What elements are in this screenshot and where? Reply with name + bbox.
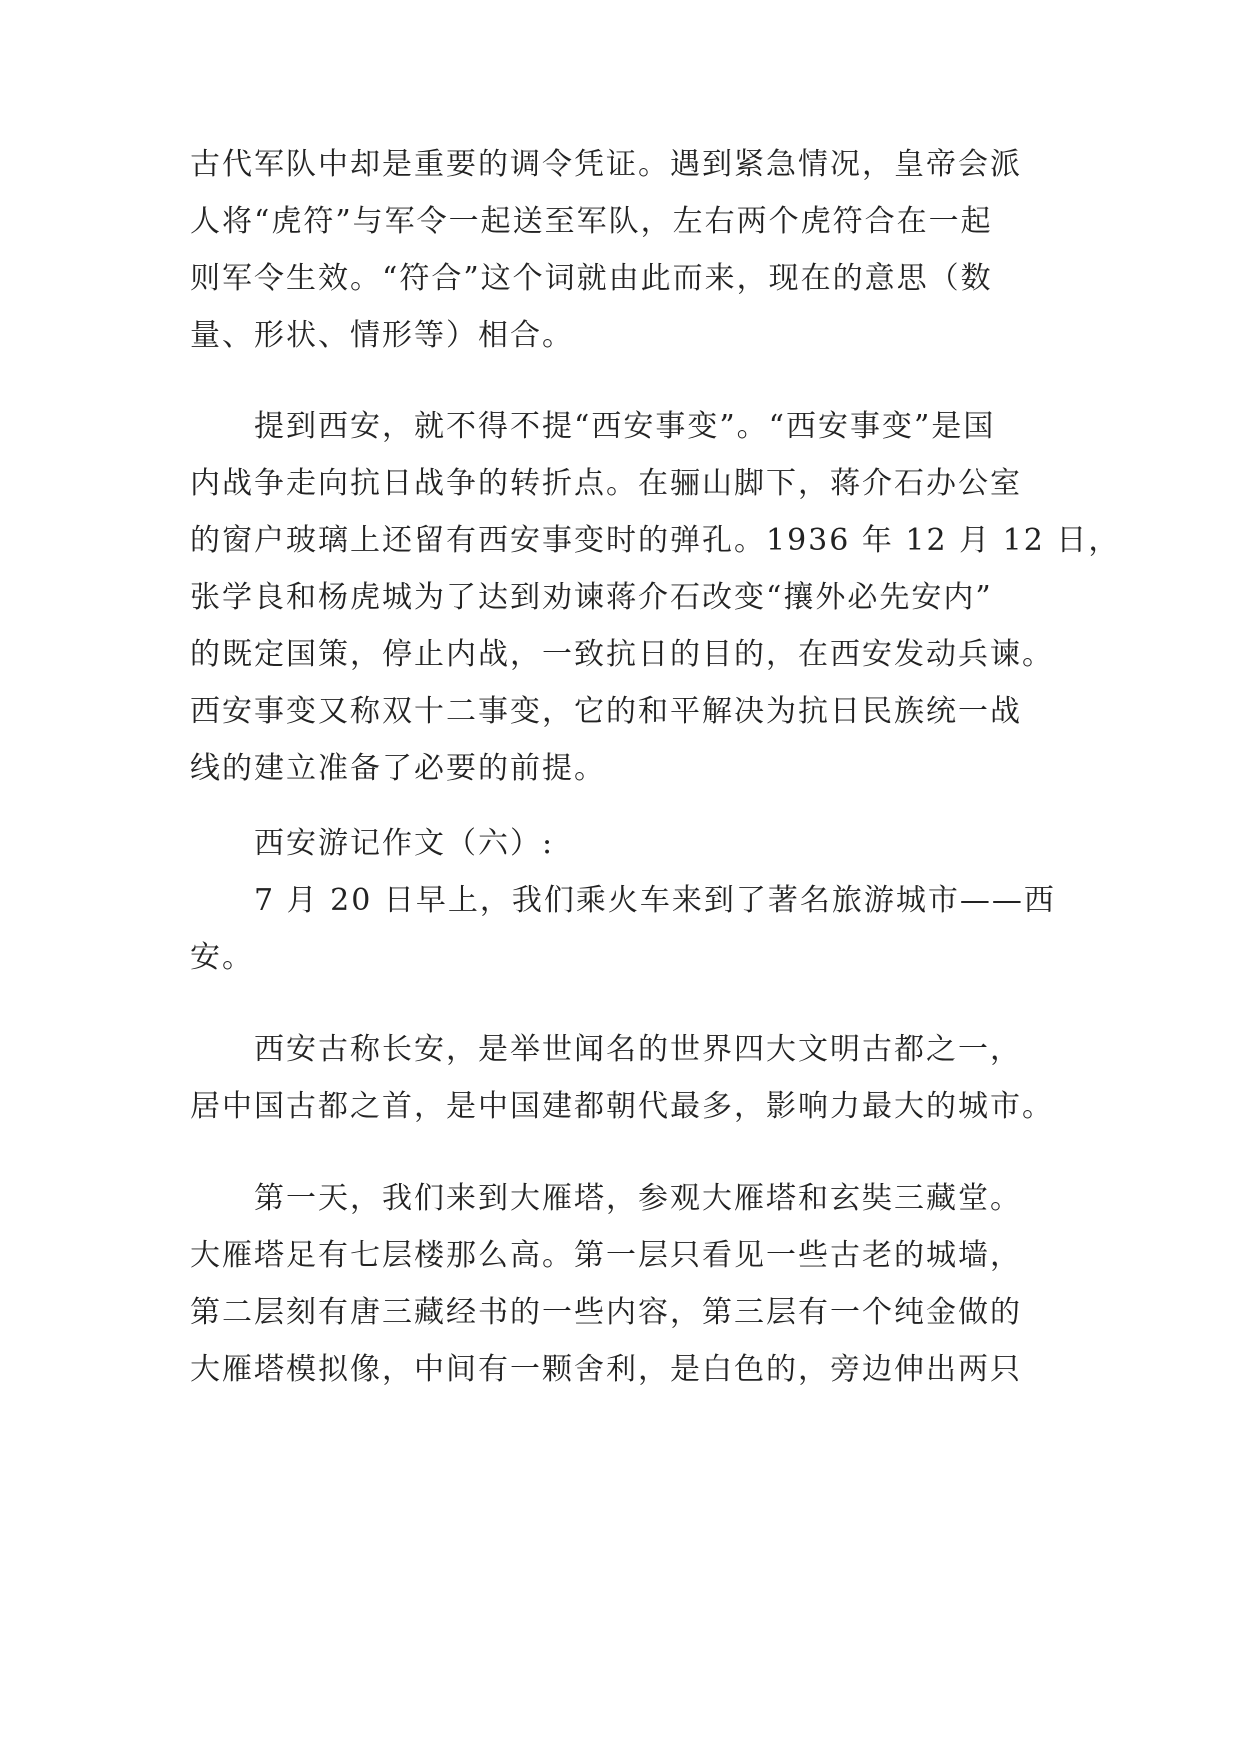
paragraph-line: 7 月 20 日早上，我们乘火车来到了著名旅游城市——西 — [254, 883, 1056, 918]
paragraph-essay-six-intro — [190, 815, 1056, 986]
paragraph-line: 内战争走向抗日战争的转折点。在骊山脚下，蒋介石办公室 — [190, 466, 1022, 501]
paragraph-line: 居中国古都之首，是中国建都朝代最多，影响力最大的城市。 — [190, 1089, 1054, 1124]
paragraph-line: 则军令生效。“符合”这个词就由此而来，现在的意思（数 — [190, 261, 993, 296]
paragraph-line: 的既定国策，停止内战，一致抗日的目的，在西安发动兵谏。 — [190, 637, 1054, 672]
paragraph-line: 古代军队中却是重要的调令凭证。遇到紧急情况，皇帝会派 — [190, 147, 1022, 182]
paragraph-line: 的窗户玻璃上还留有西安事变时的弹孔。1936 年 12 月 12 日， — [190, 523, 1121, 558]
paragraph-big-goose-pagoda — [190, 1170, 1050, 1398]
paragraph-line: 大雁塔模拟像，中间有一颗舍利，是白色的，旁边伸出两只 — [190, 1352, 1022, 1387]
paragraph-line: 安。 — [190, 940, 254, 975]
paragraph-line: 大雁塔足有七层楼那么高。第一层只看见一些古老的城墙， — [190, 1238, 1022, 1273]
paragraph-changan — [190, 1021, 1054, 1135]
paragraph-line: 第一天，我们来到大雁塔，参观大雁塔和玄奘三藏堂。 — [254, 1181, 1022, 1216]
paragraph-xian-incident — [190, 398, 1121, 797]
paragraph-line: 西安古称长安，是举世闻名的世界四大文明古都之一， — [254, 1032, 1022, 1067]
paragraph-line: 第二层刻有唐三藏经书的一些内容，第三层有一个纯金做的 — [190, 1295, 1022, 1330]
paragraph-line: 张学良和杨虎城为了达到劝谏蒋介石改变“攘外必先安内” — [190, 580, 993, 615]
paragraph-line: 西安事变又称双十二事变，它的和平解决为抗日民族统一战 — [190, 694, 1022, 729]
paragraph-line: 提到西安，就不得不提“西安事变”。“西安事变”是国 — [254, 409, 996, 444]
essay-heading: 西安游记作文（六）: — [254, 826, 555, 861]
paragraph-line: 线的建立准备了必要的前提。 — [190, 751, 606, 786]
paragraph-line: 人将“虎符”与军令一起送至军队，左右两个虎符合在一起 — [190, 204, 993, 239]
paragraph-line: 量、形状、情形等）相合。 — [190, 318, 574, 353]
paragraph-hufu-continuation — [190, 136, 1050, 364]
